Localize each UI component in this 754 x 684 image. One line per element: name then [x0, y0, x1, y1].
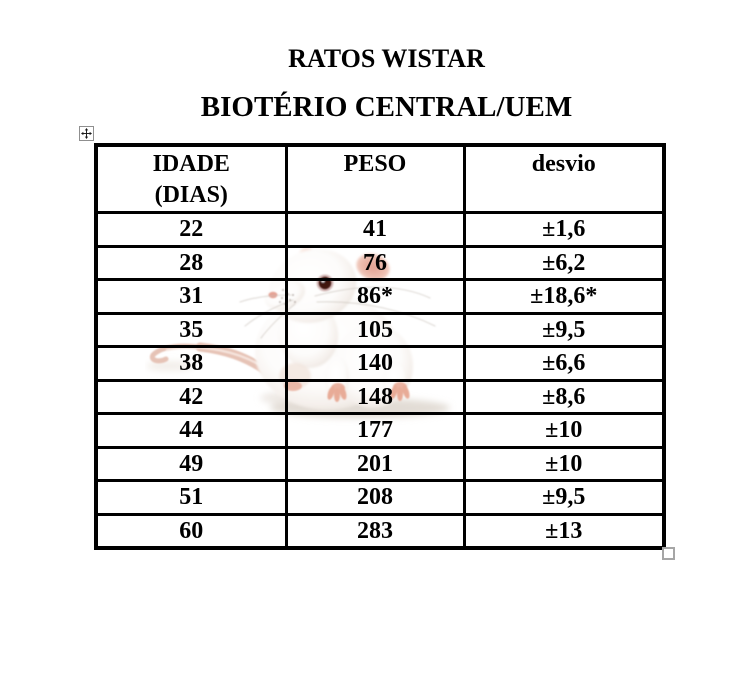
peso-cell[interactable]: 177 [286, 414, 464, 448]
header-idade[interactable] [96, 145, 286, 213]
desvio-cell[interactable]: ±18,6* [464, 280, 664, 314]
peso-cell[interactable]: 283 [286, 514, 464, 548]
weights-table [94, 143, 666, 550]
desvio-cell[interactable]: ±1,6 [464, 213, 664, 247]
peso-cell[interactable]: 76 [286, 246, 464, 280]
table-move-handle[interactable] [79, 126, 94, 141]
table-row [96, 246, 664, 280]
peso-cell[interactable]: 201 [286, 447, 464, 481]
desvio-cell[interactable]: ±6,2 [464, 246, 664, 280]
idade-cell[interactable]: 22 [96, 213, 286, 247]
header-idade-line2: (DIAS) [154, 182, 228, 208]
peso-cell[interactable]: 148 [286, 380, 464, 414]
header-desvio[interactable]: desvio [464, 145, 664, 213]
table-row [96, 213, 664, 247]
peso-cell[interactable]: 140 [286, 347, 464, 381]
desvio-cell[interactable]: ±9,5 [464, 313, 664, 347]
move-cross-icon [81, 128, 92, 139]
idade-cell[interactable]: 60 [96, 514, 286, 548]
table-row [96, 313, 664, 347]
idade-cell[interactable]: 28 [96, 246, 286, 280]
idade-cell[interactable]: 49 [96, 447, 286, 481]
header-peso[interactable]: PESO [286, 145, 464, 213]
desvio-cell[interactable]: ±13 [464, 514, 664, 548]
header-idade-line1: IDADE [152, 151, 230, 177]
desvio-cell[interactable]: ±6,6 [464, 347, 664, 381]
peso-cell[interactable]: 86* [286, 280, 464, 314]
desvio-cell[interactable]: ±8,6 [464, 380, 664, 414]
table-row [96, 514, 664, 548]
peso-cell[interactable]: 105 [286, 313, 464, 347]
table-resize-handle[interactable] [662, 547, 675, 560]
table-row [96, 447, 664, 481]
table-row [96, 347, 664, 381]
desvio-cell[interactable]: ±10 [464, 447, 664, 481]
idade-cell[interactable]: 35 [96, 313, 286, 347]
title-line-1[interactable]: RATOS WISTAR [288, 44, 485, 73]
idade-cell[interactable]: 51 [96, 481, 286, 515]
idade-cell[interactable]: 44 [96, 414, 286, 448]
desvio-cell[interactable]: ±10 [464, 414, 664, 448]
table-header-row [96, 145, 664, 213]
table-row [96, 414, 664, 448]
peso-cell[interactable]: 208 [286, 481, 464, 515]
desvio-cell[interactable]: ±9,5 [464, 481, 664, 515]
table-row [96, 481, 664, 515]
idade-cell[interactable]: 38 [96, 347, 286, 381]
peso-cell[interactable]: 41 [286, 213, 464, 247]
idade-cell[interactable]: 42 [96, 380, 286, 414]
table-row [96, 380, 664, 414]
title-line-2[interactable]: BIOTÉRIO CENTRAL/UEM [200, 91, 573, 123]
table-row [96, 280, 664, 314]
idade-cell[interactable]: 31 [96, 280, 286, 314]
